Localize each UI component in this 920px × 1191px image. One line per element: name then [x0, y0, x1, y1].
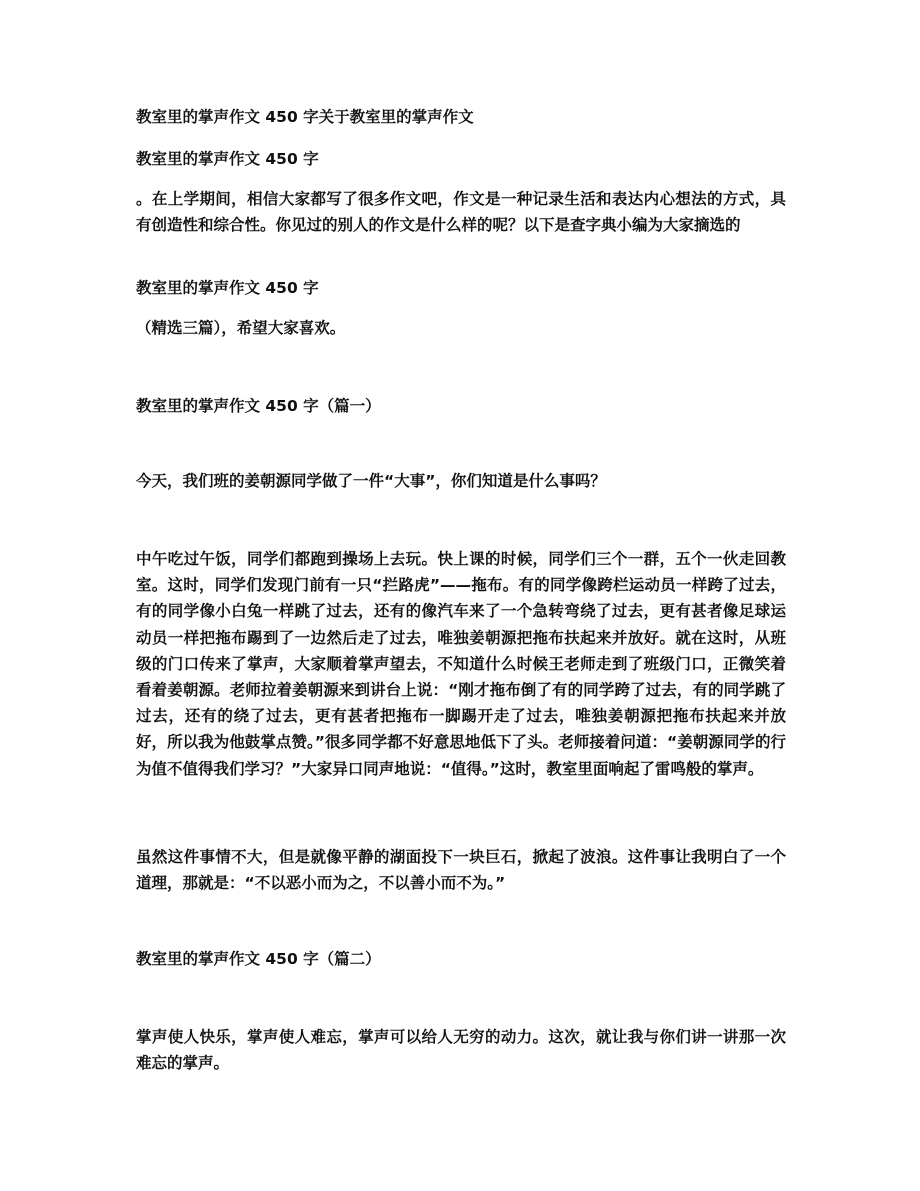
section-1-paragraph-1: 今天，我们班的姜朝源同学做了一件“大事”，你们知道是什么事吗？: [136, 472, 606, 490]
section-1-paragraph-3: 虽然这件事情不大，但是就像平静的湖面投下一块巨石，掀起了波浪。这件事让我明白了一个道理，那就是：“不以恶小而为之，不以善小而不为。”: [136, 848, 786, 893]
subtitle-1: 教室里的掌声作文 450 字: [136, 150, 319, 168]
intro-paragraph: 。在上学期间，相信大家都写了很多作文吧，作文是一种记录生活和表达内心想法的方式，具有创造性和综合性。你见过的别人的作文是什么样的呢？以下是查字典小编为大家摘选的: [136, 190, 786, 235]
section-1-paragraph-2: 中午吃过午饭，同学们都跑到操场上去玩。快上课的时候，同学们三个一群，五个一伙走回教室。这时，同学们发现门前有一只“拦路虎”——拖布。有的同学像跨栏运动员一样跨了过去，有的同学像小白兔一样跳了过去，还有的像汽车来了一个急转弯绕了过去，更有甚者像足球运动员一样把拖布踢到了一边然后走了过去，唯独姜朝源把拖布扶起来并放好。就在这时，从班级的门口传来了掌声，大家顺着掌声望去，不知道什么时候王老师走到了班级门口，正微笑着看着姜朝源。老师拉着姜朝源来到讲台上说：“刚才拖布倒了有的同学跨了过去，有的同学跳了过去，还有的绕了过去，更有甚者把拖布一脚踢开走了过去，唯独姜朝源把拖布扶起来并放好，所以我为他鼓掌点赞。”很多同学都不好意思地低下了头。老师接着问道：“姜朝源同学的行为值不值得我们学习？”大家异口同声地说：“值得。”这时，教室里面响起了雷鸣般的掌声。: [136, 550, 786, 778]
section-2-paragraph-1: 掌声使人快乐，掌声使人难忘，掌声可以给人无穷的动力。这次，就让我与你们讲一讲那一次难忘的掌声。: [136, 1028, 786, 1073]
subtitle-2: 教室里的掌声作文 450 字: [136, 279, 319, 297]
section-2-heading: 教室里的掌声作文 450 字（篇二）: [136, 950, 381, 968]
section-1-heading: 教室里的掌声作文 450 字（篇一）: [136, 397, 381, 415]
document-title: 教室里的掌声作文 450 字关于教室里的掌声作文: [136, 108, 474, 126]
intro-paragraph-2: （精选三篇），希望大家喜欢。: [136, 319, 346, 337]
